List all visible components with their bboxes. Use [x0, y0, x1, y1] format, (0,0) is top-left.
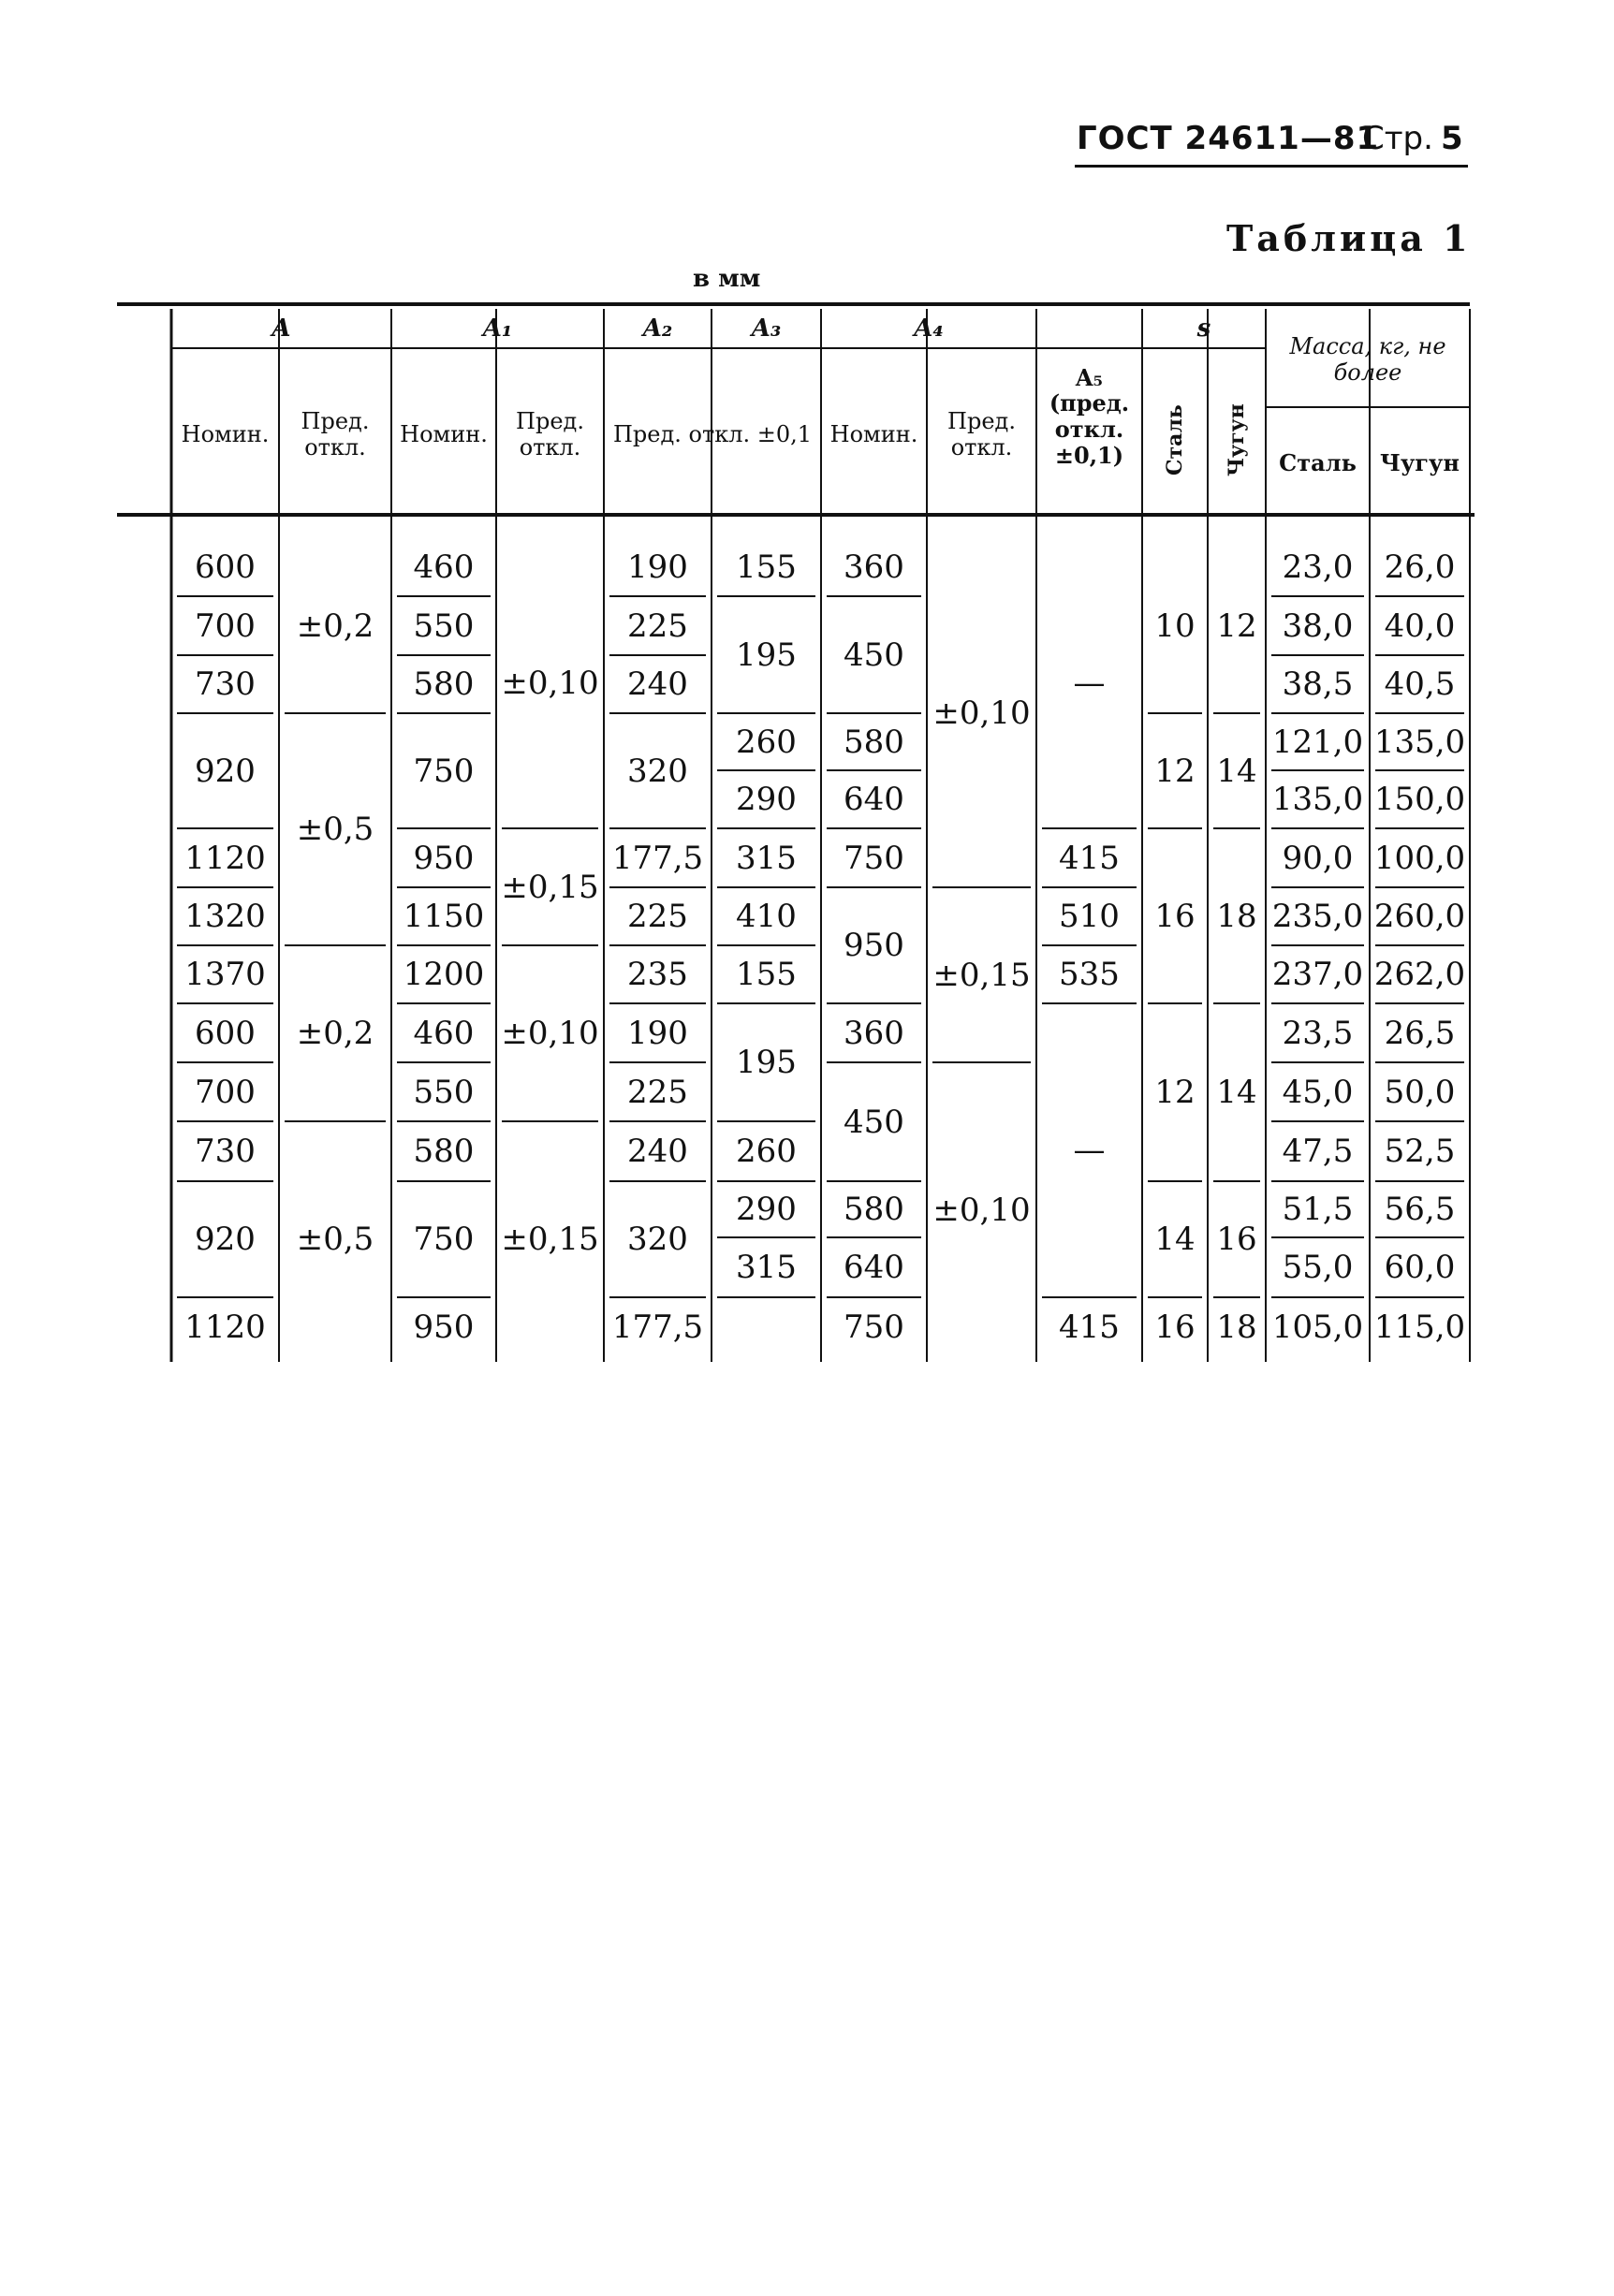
cell-A-tol-1: ±0,5	[296, 811, 374, 848]
cell-A3-10: 315	[736, 1249, 797, 1286]
cell-mass-iron-8: 26,5	[1384, 1014, 1456, 1052]
cell-mass-iron-4: 150,0	[1373, 781, 1466, 818]
cell-mass-iron-7: 262,0	[1373, 956, 1466, 993]
cell-A1-nom-7: 460	[413, 1014, 475, 1052]
cell-A5-0: —	[1073, 665, 1106, 702]
cell-A4-nom-3: 640	[844, 781, 904, 818]
page-header	[1077, 120, 1470, 168]
cell-A3-1: 195	[736, 636, 797, 674]
header-a4-nom: Номин.	[829, 421, 918, 448]
header-a1-tol: Пред. откл.	[516, 408, 584, 461]
cell-s-iron-0: 12	[1216, 607, 1257, 645]
cell-A4-nom-7: 450	[844, 1103, 904, 1141]
cell-A2-1: 225	[627, 607, 688, 645]
cell-A4-nom-8: 580	[844, 1191, 904, 1228]
cell-A4-nom-4: 750	[844, 839, 904, 877]
cell-mass-iron-13: 115,0	[1373, 1309, 1466, 1346]
header-mass-steel: Сталь	[1279, 449, 1357, 477]
header-a23-tol: Пред. откл. ±0,1	[612, 421, 813, 448]
cell-A4-nom-9: 640	[844, 1249, 904, 1286]
header-a1: A₁	[482, 314, 513, 343]
cell-A4-nom-2: 580	[844, 723, 904, 761]
page-prefix: Стр.	[1362, 120, 1433, 157]
cell-A-nom-4: 1120	[184, 839, 266, 877]
cell-A1-nom-10: 750	[413, 1221, 475, 1258]
cell-A1-nom-8: 550	[413, 1073, 475, 1111]
cell-mass-steel-0: 23,0	[1282, 548, 1354, 586]
cell-A3-6: 155	[736, 956, 797, 993]
cell-s-steel-1: 12	[1154, 752, 1196, 790]
cell-A2-3: 320	[627, 752, 688, 790]
header-a: A	[271, 314, 291, 343]
header-s-iron: Чугун	[1225, 403, 1249, 476]
cell-A-tol-2: ±0,2	[296, 1015, 374, 1052]
cell-s-iron-4: 16	[1216, 1221, 1257, 1258]
cell-s-steel-2: 16	[1154, 897, 1196, 935]
header-a2: A₂	[642, 314, 673, 343]
cell-A3-8: 260	[736, 1133, 797, 1170]
standard-number: ГОСТ 24611—81	[1077, 120, 1380, 157]
cell-A4-tol-0: ±0,10	[932, 694, 1031, 732]
cell-A3-4: 315	[736, 839, 797, 877]
cell-mass-steel-10: 47,5	[1282, 1133, 1354, 1170]
cell-mass-steel-4: 135,0	[1271, 781, 1364, 818]
cell-mass-steel-5: 90,0	[1282, 839, 1354, 877]
header-mass-iron: Чугун	[1380, 449, 1460, 477]
cell-A-tol-3: ±0,5	[296, 1221, 374, 1258]
cell-A-nom-8: 700	[195, 1073, 256, 1111]
cell-mass-iron-3: 135,0	[1373, 723, 1466, 761]
cell-mass-steel-9: 45,0	[1282, 1073, 1354, 1111]
header-a-tol: Пред. откл.	[301, 408, 370, 461]
cell-A4-tol-2: ±0,10	[932, 1191, 1031, 1229]
cell-s-iron-1: 14	[1216, 752, 1257, 790]
cell-s-steel-5: 16	[1154, 1309, 1196, 1346]
cell-A2-6: 235	[627, 956, 688, 993]
cell-A-tol-0: ±0,2	[296, 607, 374, 645]
cell-A2-4: 177,5	[611, 839, 704, 877]
cell-s-iron-3: 14	[1216, 1074, 1257, 1111]
cell-A2-7: 190	[627, 1014, 688, 1052]
cell-mass-steel-13: 105,0	[1271, 1309, 1364, 1346]
cell-A3-3: 290	[736, 781, 797, 818]
cell-A4-nom-1: 450	[844, 636, 904, 674]
cell-A4-nom-10: 750	[844, 1309, 904, 1346]
cell-A3-7: 195	[736, 1044, 797, 1081]
cell-A-nom-10: 920	[195, 1221, 256, 1258]
cell-mass-steel-12: 55,0	[1282, 1249, 1354, 1286]
cell-A5-2: 510	[1059, 898, 1120, 935]
header-s: s	[1196, 314, 1211, 343]
page-number	[1362, 120, 1463, 157]
cell-s-steel-0: 10	[1154, 607, 1196, 645]
header-a1-nom: Номин.	[400, 421, 488, 448]
cell-A5-1: 415	[1059, 839, 1120, 877]
cell-A1-nom-4: 950	[413, 839, 475, 877]
cell-A-nom-7: 600	[195, 1014, 256, 1052]
cell-A5-4: —	[1073, 1132, 1106, 1169]
cell-mass-iron-6: 260,0	[1373, 898, 1466, 935]
cell-A4-nom-6: 360	[844, 1014, 904, 1052]
cell-A1-nom-2: 580	[413, 665, 475, 703]
cell-A3-9: 290	[736, 1191, 797, 1228]
cell-A-nom-11: 1120	[184, 1309, 266, 1346]
cell-A5-3: 535	[1059, 956, 1120, 993]
cell-mass-steel-2: 38,5	[1282, 665, 1354, 703]
cell-A2-11: 177,5	[611, 1309, 704, 1346]
cell-A-nom-1: 700	[195, 607, 256, 645]
table-units: в мм	[693, 265, 761, 293]
cell-mass-iron-2: 40,5	[1384, 665, 1456, 703]
cell-A2-5: 225	[627, 898, 688, 935]
cell-A-nom-2: 730	[195, 665, 256, 703]
cell-mass-steel-7: 237,0	[1271, 956, 1364, 993]
page-number-value: 5	[1440, 120, 1463, 157]
cell-s-iron-2: 18	[1216, 897, 1257, 935]
cell-mass-iron-9: 50,0	[1384, 1073, 1456, 1111]
cell-mass-iron-10: 52,5	[1384, 1133, 1456, 1170]
cell-A3-0: 155	[736, 548, 797, 586]
cell-mass-iron-12: 60,0	[1384, 1249, 1456, 1286]
cell-A1-nom-1: 550	[413, 607, 475, 645]
cell-A2-2: 240	[627, 665, 688, 703]
header-mass: Масса, кг, не более	[1289, 333, 1446, 386]
cell-A2-10: 320	[627, 1221, 688, 1258]
cell-s-steel-4: 14	[1154, 1221, 1196, 1258]
cell-A-nom-3: 920	[195, 752, 256, 790]
cell-mass-steel-8: 23,5	[1282, 1014, 1354, 1052]
cell-mass-iron-0: 26,0	[1384, 548, 1456, 586]
cell-A1-tol-1: ±0,15	[501, 868, 599, 906]
cell-A1-tol-2: ±0,10	[501, 1015, 599, 1052]
cell-A1-nom-5: 1150	[403, 898, 485, 935]
header-rule	[1075, 165, 1468, 168]
cell-mass-iron-5: 100,0	[1373, 839, 1466, 877]
header-a3: A₃	[751, 314, 782, 343]
cell-mass-steel-1: 38,0	[1282, 607, 1354, 645]
cell-A1-nom-11: 950	[413, 1309, 475, 1346]
cell-A4-nom-0: 360	[844, 548, 904, 586]
cell-A2-0: 190	[627, 548, 688, 586]
cell-A-nom-6: 1370	[184, 956, 266, 993]
cell-s-iron-5: 18	[1216, 1309, 1257, 1346]
table-label: Таблица 1	[1226, 217, 1472, 259]
cell-mass-iron-1: 40,0	[1384, 607, 1456, 645]
header-a4-tol: Пред. откл.	[947, 408, 1016, 461]
cell-A4-tol-1: ±0,15	[932, 956, 1031, 994]
cell-A2-9: 240	[627, 1133, 688, 1170]
cell-A4-nom-5: 950	[844, 927, 904, 964]
cell-s-steel-3: 12	[1154, 1074, 1196, 1111]
cell-A1-tol-3: ±0,15	[501, 1221, 599, 1258]
cell-A2-8: 225	[627, 1073, 688, 1111]
cell-A1-nom-0: 460	[413, 548, 475, 586]
cell-mass-steel-6: 235,0	[1271, 898, 1364, 935]
cell-A3-2: 260	[736, 723, 797, 761]
header-a5: A₅ (пред. откл. ±0,1)	[1049, 363, 1130, 469]
cell-mass-iron-11: 56,5	[1384, 1191, 1456, 1228]
cell-A1-nom-6: 1200	[403, 956, 485, 993]
cell-A-nom-5: 1320	[184, 898, 266, 935]
header-s-steel: Сталь	[1163, 404, 1187, 475]
header-a4: A₄	[914, 314, 944, 343]
cell-A1-nom-3: 750	[413, 752, 475, 790]
cell-A5-5: 415	[1059, 1309, 1120, 1346]
cell-A1-nom-9: 580	[413, 1133, 475, 1170]
cell-A3-5: 410	[736, 898, 797, 935]
cell-mass-steel-3: 121,0	[1271, 723, 1364, 761]
cell-A-nom-0: 600	[195, 548, 256, 586]
header-a-nom: Номин.	[181, 421, 270, 448]
cell-mass-steel-11: 51,5	[1282, 1191, 1354, 1228]
cell-A-nom-9: 730	[195, 1133, 256, 1170]
cell-A1-tol-0: ±0,10	[501, 665, 599, 702]
